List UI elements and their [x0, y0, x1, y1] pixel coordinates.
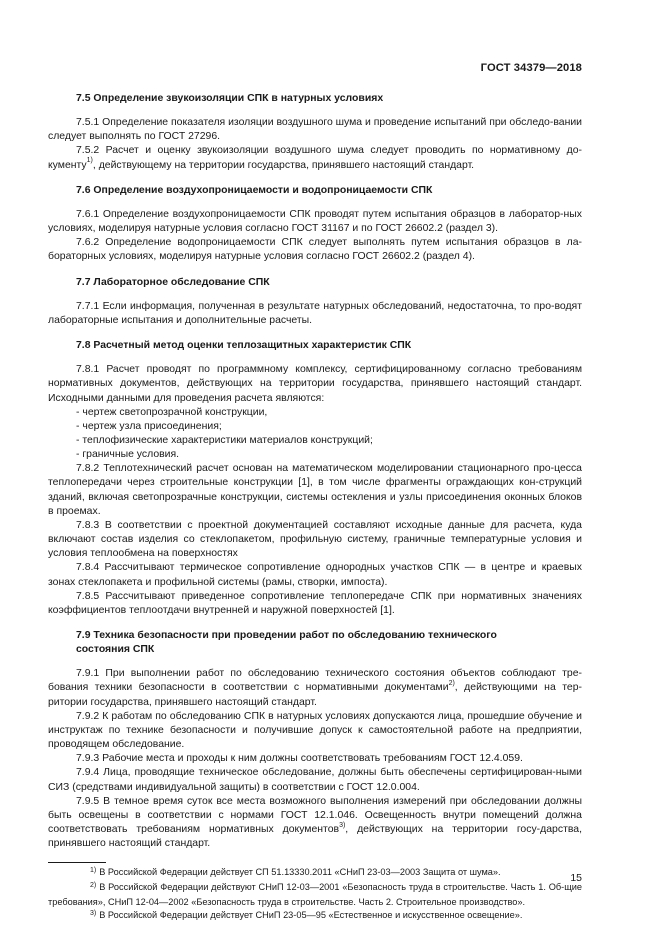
footnote-marker: 3): [90, 910, 97, 918]
footnote-3: [48, 909, 582, 924]
paragraph-7-9-4: 7.9.4 Лица, проводящие техническое обследование, должны быть обеспечены сертифицирован-ными СИЗ (средствами индивидуальной защиты) в соответствии с ГОСТ 12.0.004.: [48, 767, 582, 793]
footnote-ref-3[interactable]: 3): [339, 821, 346, 829]
paragraph-7-8-2: 7.8.2 Теплотехнический расчет основан на математическом моделировании стационарного про-цесса теплопередачи через строительные конструкции [1], в том числе фрагменты ограждающих кон-струкций зданий, включая светопрозрачные конструкции, системы остекления и узлы присоединения оконных блоков в проемах.: [48, 463, 582, 517]
paragraph-7-8-5: 7.8.5 Рассчитывают приведенное сопротивление теплопередаче СПК при нормативных значениях коэффициентов теплоотдачи внутренней и наружной поверхностей [1].: [48, 590, 582, 616]
footnote-marker: 1): [90, 867, 97, 875]
paragraph-7-6-2: 7.6.2 Определение водопроницаемости СПК следует выполнять путем испытания образцов в ла-бораторных условиях, моделируя натурные условия согласно ГОСТ 26602.2 (раздел 4).: [48, 237, 582, 263]
paragraph-7-8-3: 7.8.3 В соответствии с проектной документацией составляют исходные данные для расчета, куда включают состав изделия со стеклопакетом, профильную систему, граничные температурные условия и условия теплообмена на поверхностях: [48, 519, 582, 560]
section-heading-7-8: 7.8 Расчетный метод оценки теплозащитных характеристик СПК: [76, 340, 412, 352]
paragraph-7-6-1: 7.6.1 Определение воздухопроницаемости СПК проводят путем испытания образцов в лаборатор-ных условиях, моделируя натурные условия согласно ГОСТ 31167 и по ГОСТ 26602.2 (раздел 3).: [48, 208, 582, 235]
paragraph-7-9-2: 7.9.2 К работам по обследованию СПК в натурных условиях допускаются лица, прошедшие обучение и инструктаж по технике безопасности и получившие допуск к самостоятельной работе на предприятии, проводящем обследование.: [48, 710, 582, 751]
paragraph-7-8-4: 7.8.4 Рассчитывают термическое сопротивление однородных участков СПК — в центре и краевых зонах стеклопакета и профильной системы (рамы, створки, импоста).: [48, 562, 582, 588]
paragraph-7-9-5-text-a: 7.9.5 В темное время суток все места возможного выполнения измерений при обследовании должны быть освещены в соответствии с нормами ГОСТ 12.1.046. Освещенность внутри помещений должна соответствовать требованиям нормативных документов: [48, 795, 582, 836]
section-heading-7-9-line1: 7.9 Техника безопасности при проведении работ по обследованию технического: [76, 630, 497, 641]
footnote-text: В Российской Федерации действует СП 51.13330.2011 «СНиП 23-03—2003 Защита от шума».: [99, 867, 501, 878]
footnote-text: В Российской Федерации действуют СНиП 12-03—2001 «Безопасность труда в строительстве. Часть 1. Об-щие требования», СНиП 12-04—2002 «Безопасность труда в строительстве. Часть 2. Строительное производство».: [48, 881, 582, 907]
page-body: [48, 92, 582, 924]
footnote-2: [48, 881, 582, 909]
list-item: - чертеж светопрозрачной конструкции,: [76, 406, 268, 418]
list-item: - теплофизические характеристики материалов конструкций;: [76, 434, 373, 446]
list-item: - граничные условия.: [76, 449, 180, 461]
footnote-text: В Российской Федерации действует СНиП 23-05—95 «Естественное и искусственное освещение».: [99, 910, 523, 921]
section-heading-7-6: 7.6 Определение воздухопроницаемости и водопроницаемости СПК: [76, 184, 433, 196]
paragraph-7-9-5: [48, 795, 582, 852]
paragraph-7-5-1: 7.5.1 Определение показателя изоляции воздушного шума и проведение испытаний при обследо-вании следует выполнять по ГОСТ 27296.: [48, 117, 582, 143]
footnote-1: [48, 866, 582, 881]
paragraph-7-9-1: [48, 667, 582, 709]
section-heading-7-5: 7.5 Определение звукоизоляции СПК в натурных условиях: [76, 93, 384, 104]
section-heading-7-7: 7.7 Лабораторное обследование СПК: [76, 276, 270, 288]
paragraph-7-9-3: 7.9.3 Рабочие места и проходы к ним должны соответствовать требованиям ГОСТ 12.4.059.: [76, 753, 523, 765]
footnote-ref-2[interactable]: 2): [448, 679, 455, 687]
page-number: 15: [570, 872, 582, 884]
paragraph-7-7-1: 7.7.1 Если информация, полученная в результате натурных обследований, недостаточна, то про-водят лабораторные испытания и дополнительные расчеты.: [48, 300, 582, 326]
paragraph-7-9-5-text-b: , действующих на территории госу-дарства, принявшего настоящий стандарт.: [48, 824, 582, 850]
footnote-ref-1[interactable]: 1): [86, 157, 93, 165]
section-heading-7-9: [48, 629, 582, 657]
list-item: - чертеж узла присоединения;: [76, 420, 222, 432]
paragraph-7-5-2-text-a: 7.5.2 Расчет и оценку звукоизоляции воздушного шума следует проводить по нормативному до-кументу: [48, 145, 582, 171]
paragraph-7-9-1-text-b: , действующими на тер-ритории государства, принявшего настоящий стандарт.: [48, 682, 582, 708]
paragraph-7-5-2-text-b: , действующему на территории государства, принявшего настоящий стандарт.: [92, 159, 475, 171]
document-id-header: ГОСТ 34379—2018: [480, 62, 582, 74]
section-heading-7-9-line2: состояния СПК: [76, 644, 155, 656]
footnote-marker: 2): [90, 881, 97, 889]
paragraph-7-8-1: 7.8.1 Расчет проводят по программному комплексу, сертифицированному согласно требованиям нормативных документов, действующих на территории государства, принявшего настоящий стандарт. Исходными данными для проведения расчета являются:: [48, 364, 582, 404]
paragraph-7-9-1-text-a: 7.9.1 При выполнении работ по обследованию технического состояния объектов соблюдают тре-бования техники безопасности в соответствии с нормативными документами: [48, 668, 582, 694]
footnote-divider: [48, 862, 106, 863]
paragraph-7-5-2: [48, 144, 582, 172]
